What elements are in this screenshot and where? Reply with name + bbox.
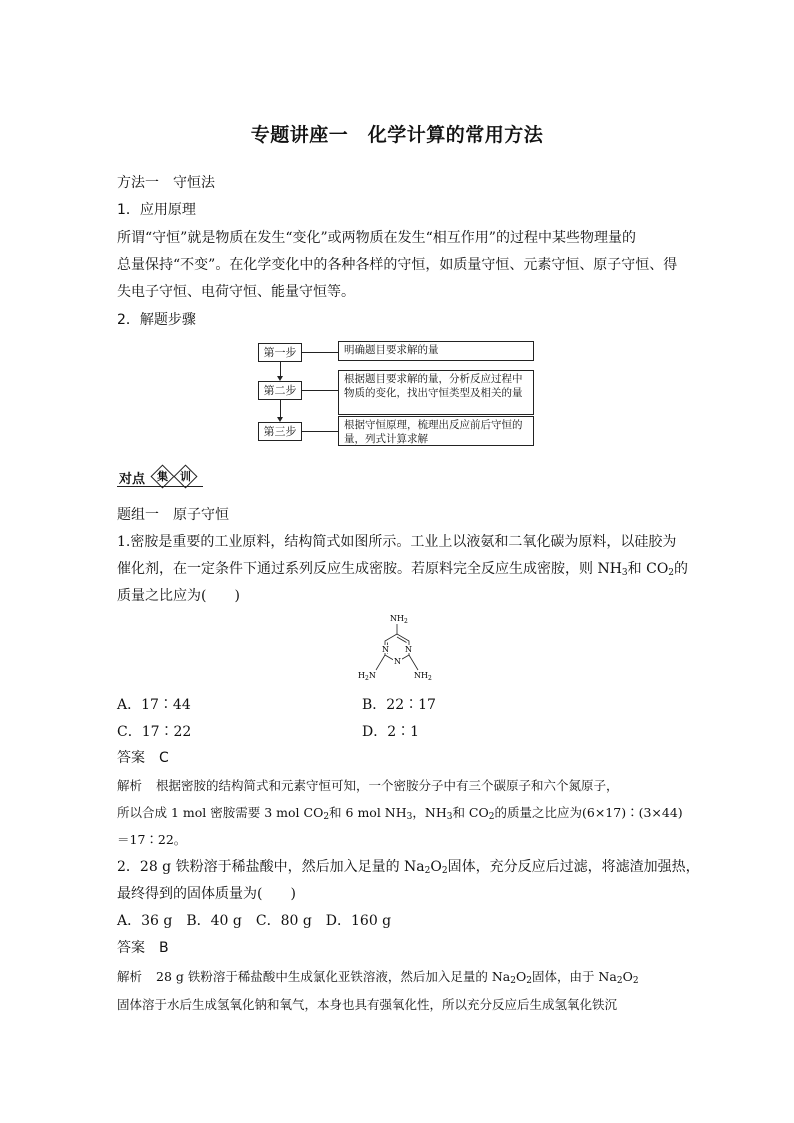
q1-option-c: C．17∶22 bbox=[117, 724, 192, 740]
q1-option-b: B．22∶17 bbox=[362, 697, 436, 713]
principle-line-1: 所谓“守恒”就是物质在发生“变化”或两物质在发生“相互作用”的过程中某些物理量的 bbox=[117, 230, 636, 246]
badge-diamond: 训 bbox=[173, 464, 197, 488]
group-heading: 题组一 原子守恒 bbox=[117, 507, 229, 523]
q1-line-3: 质量之比应为( ) bbox=[117, 588, 240, 604]
flow-connector bbox=[302, 390, 338, 391]
step-desc-1: 明确题目要求解的量 bbox=[338, 341, 534, 361]
step-box-3: 第三步 bbox=[258, 422, 302, 441]
practice-badge bbox=[117, 466, 207, 488]
section-heading-steps: 2．解题步骤 bbox=[117, 312, 196, 328]
q1-option-d: D．2∶1 bbox=[362, 724, 420, 740]
badge-underline bbox=[117, 486, 203, 487]
step-desc-2: 根据题目要求解的量，分析反应过程中物质的变化，找出守恒类型及相关的量 bbox=[338, 370, 534, 415]
melamine-structure-image bbox=[356, 612, 438, 684]
down-arrow-icon bbox=[277, 376, 283, 381]
principle-line-2: 总量保持“不变”。在化学变化中的各种各样的守恒，如质量守恒、元素守恒、原子守恒、得 bbox=[117, 257, 678, 273]
q2-line-2: 最终得到的固体质量为( ) bbox=[117, 886, 296, 902]
svg-text:N: N bbox=[394, 657, 401, 666]
method-heading: 方法一 守恒法 bbox=[117, 175, 215, 191]
q1-answer: 答案 C bbox=[117, 750, 169, 766]
badge-diamond: 集 bbox=[150, 464, 174, 488]
svg-text:N: N bbox=[382, 645, 389, 654]
q1-line-1: 1.密胺是重要的工业原料，结构简式如图所示。工业上以液氨和二氧化碳为原料，以硅胶为 bbox=[117, 534, 677, 550]
flow-connector bbox=[280, 400, 281, 417]
flow-connector bbox=[302, 352, 338, 353]
q2-line-1: 2．28 g 铁粉溶于稀盐酸中，然后加入足量的 $Na_2O_2$固体，充分反应后过滤，将滤渣加强热， bbox=[117, 859, 700, 876]
section-heading-principle: 1．应用原理 bbox=[117, 202, 196, 218]
principle-line-3: 失电子守恒、电荷守恒、能量守恒等。 bbox=[117, 284, 355, 300]
q1-analysis-line-3: ＝17∶22。 bbox=[117, 832, 187, 847]
step-desc-3: 根据守恒原理，梳理出反应前后守恒的量，列式计算求解 bbox=[338, 416, 534, 446]
q2-answer: 答案 B bbox=[117, 940, 169, 956]
solution-steps-diagram bbox=[258, 340, 538, 446]
q1-analysis-line-1: 解析 根据密胺的结构简式和元素守恒可知，一个密胺分子中有三个碳原子和六个氮原子， bbox=[117, 778, 619, 793]
step-box-2: 第二步 bbox=[258, 381, 302, 400]
mol-label-top: $NH_2$ bbox=[390, 614, 408, 625]
flow-connector bbox=[280, 362, 281, 376]
page-title: 专题讲座一 化学计算的常用方法 bbox=[250, 124, 544, 146]
q1-option-a: A．17∶44 bbox=[117, 697, 191, 713]
mol-label-left: $H_2N$ bbox=[358, 671, 376, 682]
flow-connector bbox=[302, 431, 338, 432]
svg-text:N: N bbox=[405, 645, 412, 654]
down-arrow-icon bbox=[277, 417, 283, 422]
step-box-1: 第一步 bbox=[258, 343, 302, 362]
badge-prefix: 对点 bbox=[119, 472, 146, 487]
q2-analysis-line-1: 解析 28 g 铁粉溶于稀盐酸中生成氯化亚铁溶液，然后加入足量的 $Na_2O_2$固体，由于 $Na_2O_2$ bbox=[117, 969, 639, 986]
q2-options: A．36 g B．40 g C．80 g D．160 g bbox=[117, 913, 392, 929]
q1-analysis-line-2: 所以合成 1 mol 密胺需要 3 mol $CO_2$和 6 mol $NH_3$，$NH_3$和 $CO_2$的质量之比应为(6×17)∶(3×44) bbox=[117, 805, 683, 822]
q2-analysis-line-2: 固体溶于水后生成氢氧化钠和氧气，本身也具有强氧化性，所以充分反应后生成氢氧化铁沉 bbox=[117, 997, 618, 1012]
mol-label-right: $NH_2$ bbox=[414, 671, 432, 682]
q1-line-2: 催化剂，在一定条件下通过系列反应生成密胺。若原料完全反应生成密胺，则 $NH_3$和 $CO_2$的 bbox=[117, 561, 689, 578]
